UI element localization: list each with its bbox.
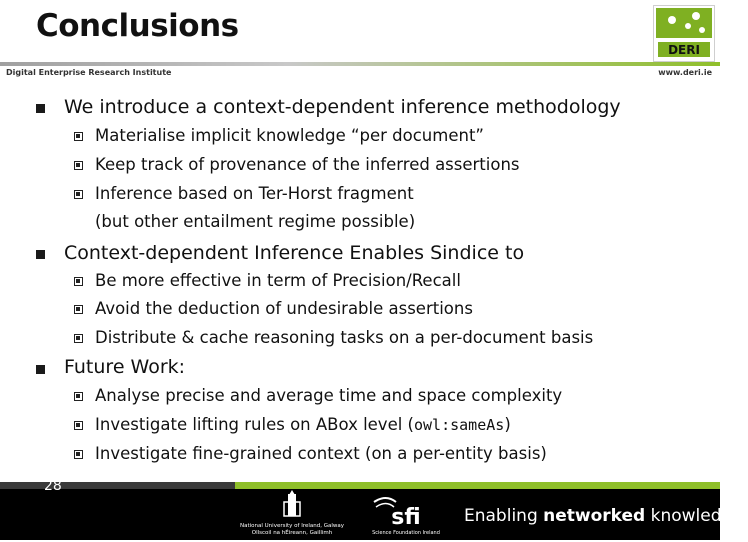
institute-name: Digital Enterprise Research Institute	[6, 68, 172, 77]
sub-bullet-item: Avoid the deduction of undesirable assertions	[95, 299, 473, 318]
website-url: www.deri.ie	[658, 68, 712, 77]
page-number: 28	[44, 478, 62, 494]
sub-bullet-marker	[74, 132, 83, 141]
sub-bullet-item: Inference based on Ter-Horst fragment	[95, 184, 414, 203]
bullet-marker	[36, 250, 45, 259]
tagline-bold: networked	[543, 506, 646, 526]
sub-bullet-item: Keep track of provenance of the inferred assertions	[95, 155, 520, 174]
nui-galway-logo-icon	[232, 490, 352, 538]
bullet-item: Context-dependent Inference Enables Sindice to	[64, 242, 525, 264]
sub-bullet-marker	[74, 277, 83, 286]
deri-logo-icon	[654, 6, 714, 61]
deri-logo	[653, 5, 715, 62]
sub-bullet-item: Investigate fine-grained context (on a per-entity basis)	[95, 444, 547, 463]
sub-bullet-item: Distribute & cache reasoning tasks on a per-document basis	[95, 328, 594, 347]
sfi-text: sfi	[391, 505, 421, 530]
sub-bullet-marker	[74, 421, 83, 430]
university-text: National University of Ireland, Galway	[239, 523, 345, 529]
code-owl-sameas: owl:sameAs	[414, 416, 505, 434]
footer-tagline	[464, 506, 748, 526]
bullet-item: We introduce a context-dependent inference methodology	[64, 96, 621, 118]
sub-bullet-text-after: )	[504, 415, 511, 434]
sfi-logo	[366, 492, 446, 538]
sub-bullet-marker	[74, 305, 83, 314]
sub-bullet-marker	[74, 334, 83, 343]
bullet-item: Future Work:	[64, 356, 186, 378]
tagline-suffix: knowledge.	[645, 506, 748, 526]
university-logo	[232, 490, 352, 538]
sub-bullet-text-before: Investigate lifting rules on ABox level (	[95, 415, 414, 434]
sfi-logo-icon	[366, 492, 446, 538]
logo-text: DERI	[668, 43, 700, 57]
bullet-marker	[36, 365, 45, 374]
sfi-subtext: Science Foundation Ireland	[372, 530, 440, 536]
sub-bullet-item: Materialise implicit knowledge “per document”	[95, 126, 484, 145]
university-text-irish: Ollscoil na hÉireann, Gaillimh	[251, 530, 333, 536]
sub-bullet-marker	[74, 161, 83, 170]
sub-bullet-item	[95, 415, 511, 434]
sub-bullet-continuation: (but other entailment regime possible)	[95, 212, 416, 231]
slide-title: Conclusions	[36, 8, 239, 44]
sub-bullet-item: Analyse precise and average time and space complexity	[95, 386, 563, 405]
bullet-marker	[36, 104, 45, 113]
header-rule	[0, 62, 720, 66]
sub-bullet-marker	[74, 190, 83, 199]
tagline-prefix: Enabling	[464, 506, 544, 526]
sub-bullet-marker	[74, 392, 83, 401]
sub-bullet-marker	[74, 450, 83, 459]
footer-color-band	[0, 482, 720, 489]
sub-bullet-item: Be more effective in term of Precision/Recall	[95, 271, 461, 290]
